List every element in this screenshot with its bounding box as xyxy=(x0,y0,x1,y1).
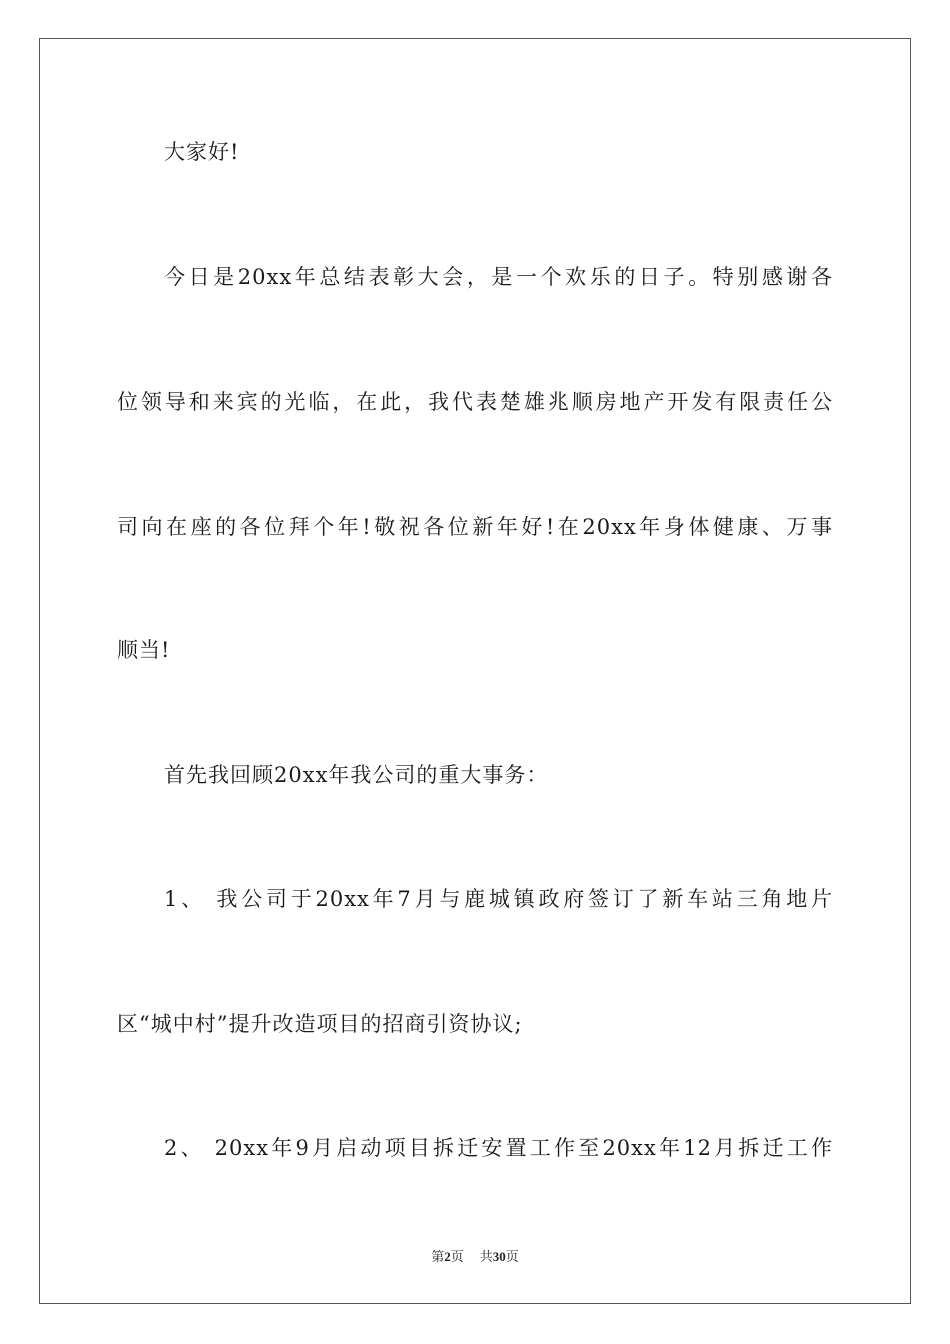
footer-page-suffix: 页 xyxy=(450,1250,464,1265)
list-item-line: 2、 20xx年9月启动项目拆迁安置工作至20xx年12月拆迁工作 xyxy=(164,1136,833,1160)
footer-total-suffix: 页 xyxy=(505,1250,519,1265)
paragraph-line: 位领导和来宾的光临，在此，我代表楚雄兆顺房地产开发有限责任公 xyxy=(117,390,833,414)
paragraph-line: 首先我回顾20xx年我公司的重大事务： xyxy=(164,763,549,787)
paragraph-greeting: 大家好! xyxy=(164,140,240,164)
footer-page-number: 2 xyxy=(444,1249,451,1264)
page-border xyxy=(39,38,911,1304)
paragraph-line: 司向在座的各位拜个年!敬祝各位新年好!在20xx年身体健康、万事 xyxy=(117,515,833,539)
list-item-line: 1、 我公司于20xx年7月与鹿城镇政府签订了新车站三角地片 xyxy=(164,887,833,911)
paragraph-line: 今日是20xx年总结表彰大会，是一个欢乐的日子。特别感谢各 xyxy=(164,265,833,289)
list-item-line: 区“城中村”提升改造项目的招商引资协议; xyxy=(117,1012,523,1036)
paragraph-line: 顺当! xyxy=(117,638,171,662)
page-footer xyxy=(0,1248,950,1267)
footer-total-number: 30 xyxy=(492,1249,506,1264)
footer-total-prefix: 共 xyxy=(479,1250,493,1265)
footer-page-prefix: 第 xyxy=(431,1250,445,1265)
